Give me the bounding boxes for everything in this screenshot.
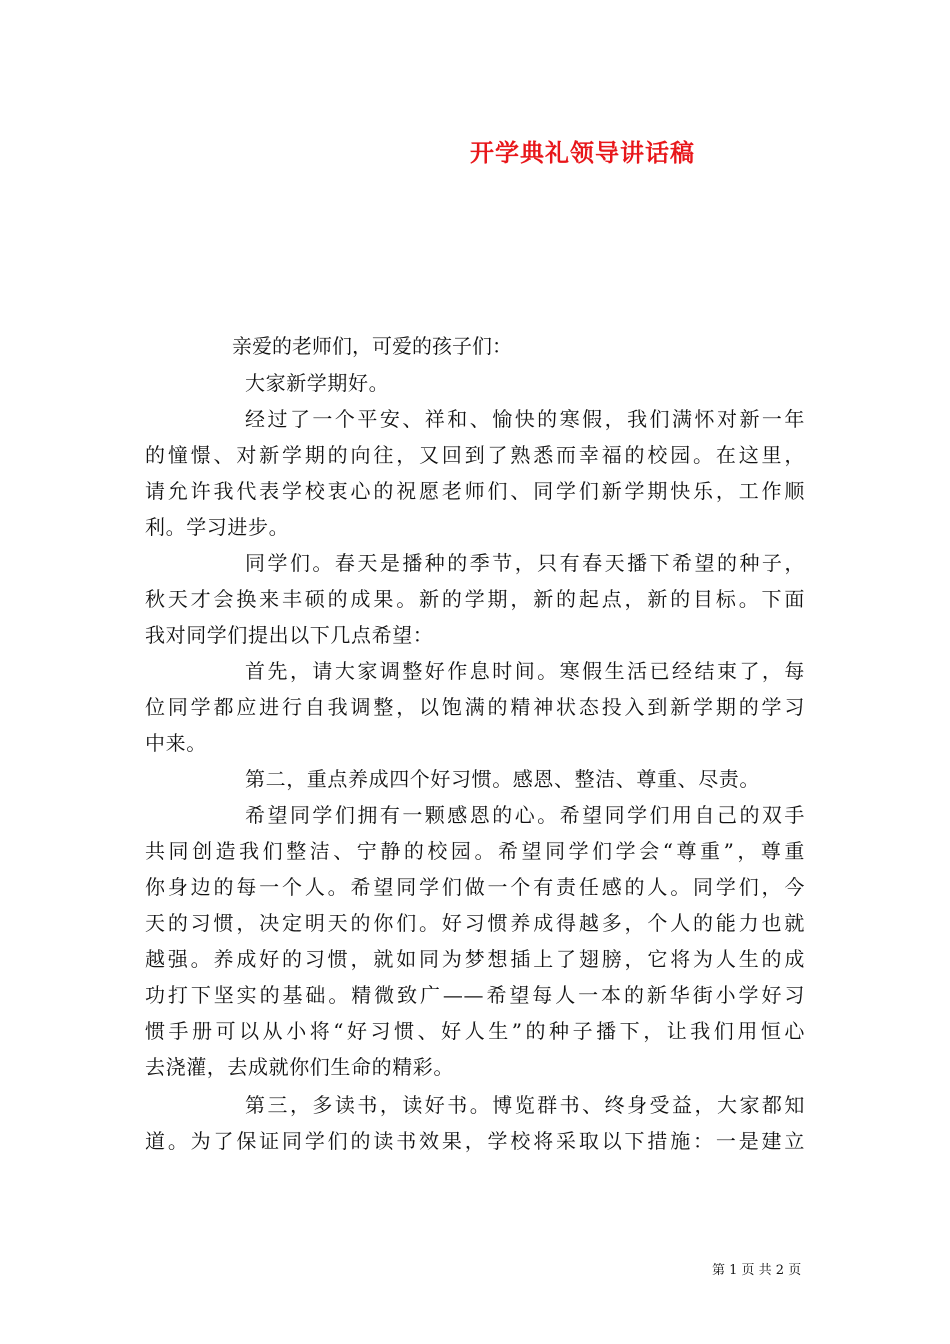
body-line: 你身边的每一个人。希望同学们做一个有责任感的人。同学们，今 xyxy=(145,875,805,899)
body-line: 我对同学们提出以下几点希望： xyxy=(145,623,434,647)
body-line: 惯手册可以从小将“好习惯、好人生”的种子播下，让我们用恒心 xyxy=(145,1019,805,1043)
body-line: 第三，多读书，读好书。博览群书、终身受益，大家都知 xyxy=(245,1093,805,1117)
body-line: 的憧憬、对新学期的向往，又回到了熟悉而幸福的校园。在这里， xyxy=(145,443,805,467)
body-line: 首先，请大家调整好作息时间。寒假生活已经结束了，每 xyxy=(245,659,805,683)
body-line: 第二，重点养成四个好习惯。感恩、整洁、尊重、尽责。 xyxy=(245,767,760,791)
body-line: 利。学习进步。 xyxy=(145,515,290,539)
document-title: 开学典礼领导讲话稿 xyxy=(470,138,695,167)
greeting-line: 亲爱的老师们，可爱的孩子们： xyxy=(232,334,512,358)
body-line: 去浇灌，去成就你们生命的精彩。 xyxy=(145,1055,454,1079)
body-line: 共同创造我们整洁、宁静的校园。希望同学们学会“尊重”，尊重 xyxy=(145,839,805,863)
body-line: 越强。养成好的习惯，就如同为梦想插上了翅膀，它将为人生的成 xyxy=(145,947,805,971)
body-line: 同学们。春天是播种的季节，只有春天播下希望的种子， xyxy=(245,551,805,575)
body-line: 中来。 xyxy=(145,731,207,755)
body-line: 天的习惯，决定明天的你们。好习惯养成得越多，个人的能力也就 xyxy=(145,911,805,935)
body-line: 道。为了保证同学们的读书效果，学校将采取以下措施：一是建立 xyxy=(145,1129,805,1153)
body-line: 请允许我代表学校衷心的祝愿老师们、同学们新学期快乐，工作顺 xyxy=(145,479,805,503)
body-line: 秋天才会换来丰硕的成果。新的学期，新的起点，新的目标。下面 xyxy=(145,587,805,611)
page-number-footer: 第 1 页 共 2 页 xyxy=(712,1263,802,1278)
body-line: 功打下坚实的基础。精微致广——希望每人一本的新华街小学好习 xyxy=(145,983,805,1007)
body-line: 经过了一个平安、祥和、愉快的寒假，我们满怀对新一年 xyxy=(245,407,805,431)
body-line: 希望同学们拥有一颗感恩的心。希望同学们用自己的双手 xyxy=(245,803,805,827)
body-line: 位同学都应进行自我调整，以饱满的精神状态投入到新学期的学习 xyxy=(145,695,805,719)
body-line: 大家新学期好。 xyxy=(245,371,390,395)
